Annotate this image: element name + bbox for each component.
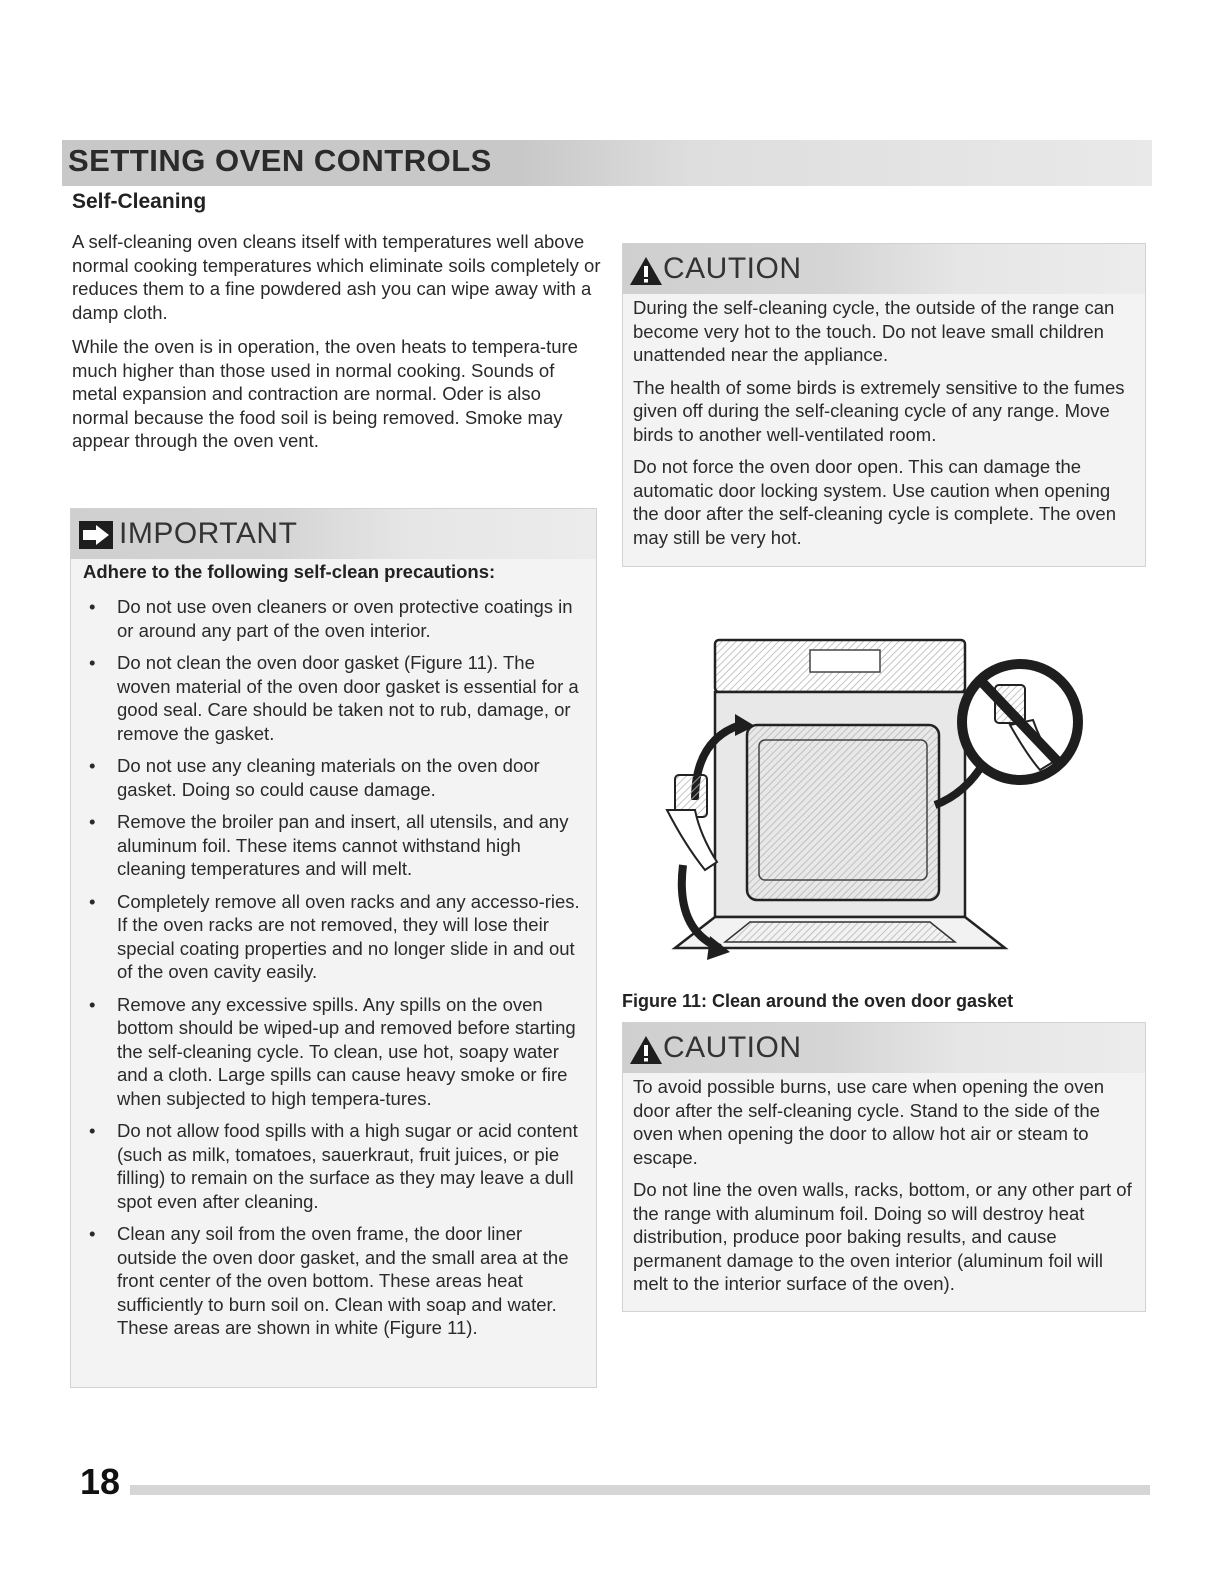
- caution-text: [633, 296, 1135, 558]
- list-item: • Do not clean the oven door gasket (Figure 11). The woven material of the oven door gasket is essential for a good seal. Care should be taken not to rub, damage, or remove the gasket.: [85, 651, 585, 745]
- subheading: Self-Cleaning: [72, 190, 207, 213]
- list-item: • Do not allow food spills with a high sugar or acid content (such as milk, tomatoes, sauerkraut, fruit juices, or pie filling) to remain on the surface as they may leave a dull spot even after cleaning.: [85, 1119, 585, 1213]
- precautions-list: [85, 595, 585, 1349]
- intro-paragraph-2: While the oven is in operation, the oven heats to tempera-ture much higher than those used in normal cooking. Sounds of metal expansion and contraction are normal. Oder is also normal because the food soil is being removed. Smoke may appear through the oven vent.: [72, 336, 578, 451]
- section-title: SETTING OVEN CONTROLS: [68, 143, 492, 178]
- caution-label: CAUTION: [663, 252, 802, 285]
- section-header-band: [62, 140, 1152, 186]
- warning-triangle-icon: [629, 1035, 663, 1070]
- page-number: 18: [80, 1461, 121, 1502]
- caution-box-1: [622, 243, 1146, 567]
- list-item: • Remove the broiler pan and insert, all utensils, and any aluminum foil. These items cannot withstand high cleaning temperatures and will melt.: [85, 810, 585, 881]
- caution-label: CAUTION: [663, 1031, 802, 1064]
- footer-rule: [130, 1485, 1150, 1495]
- list-item: • Remove any excessive spills. Any spills on the oven bottom should be wiped-up and removed before starting the self-cleaning cycle. To clean, use hot, soapy water and a cloth. Large spills can cause heavy smoke or fire when subjected to high tempera-tures.: [85, 993, 585, 1111]
- caution-paragraph: To avoid possible burns, use care when opening the oven door after the self-cleaning cycle. Stand to the side of the oven when opening the door to allow hot air or steam to escape.: [633, 1076, 1105, 1168]
- important-band: [71, 509, 596, 559]
- important-heading: Adhere to the following self-clean precautions:: [83, 561, 496, 582]
- list-item: • Do not use oven cleaners or oven protective coatings in or around any part of the oven interior.: [85, 595, 585, 642]
- intro-paragraph-1: A self-cleaning oven cleans itself with temperatures well above normal cooking temperatures which eliminate soils completely or reduces them to a fine powdered ash you can wipe away with a damp cloth.: [72, 231, 601, 323]
- caution-text: [633, 1075, 1135, 1305]
- caution-band: [623, 244, 1145, 294]
- list-item: • Do not use any cleaning materials on the oven door gasket. Doing so could cause damage.: [85, 754, 585, 801]
- important-label: IMPORTANT: [119, 517, 298, 550]
- list-item: • Completely remove all oven racks and any accesso-ries. If the oven racks are not removed, they will lose their special coating properties and no longer slide in and out of the oven cavity easily.: [85, 890, 585, 984]
- caution-box-2: [622, 1022, 1146, 1312]
- list-item: • Clean any soil from the oven frame, the door liner outside the oven door gasket, and the small area at the front center of the oven bottom. These areas heat sufficiently to burn soil on. Clean with soap and water. These areas are shown in white (Figure 11).: [85, 1222, 585, 1340]
- caution-paragraph: During the self-cleaning cycle, the outside of the range can become very hot to the touch. Do not leave small children unattended near the appliance.: [633, 297, 1115, 365]
- figure-caption: Figure 11: Clean around the oven door gasket: [622, 991, 1014, 1011]
- warning-triangle-icon: [629, 256, 663, 291]
- caution-paragraph: Do not force the oven door open. This can damage the automatic door locking system. Use caution when opening the door after the self-cleaning cycle is complete. The oven may still be very hot.: [633, 456, 1116, 548]
- important-box: [70, 508, 597, 1388]
- caution-band: [623, 1023, 1145, 1073]
- oven-door-illustration: [655, 630, 1105, 980]
- caution-paragraph: The health of some birds is extremely sensitive to the fumes given off during the self-cleaning cycle of any range. Move birds to another well-ventilated room.: [633, 376, 1125, 445]
- caution-paragraph: Do not line the oven walls, racks, bottom, or any other part of the range with aluminum foil. Doing so will destroy heat distribution, produce poor baking results, and cause permanent damage to the oven interior (aluminum foil will melt to the interior surface of the oven).: [633, 1179, 1132, 1294]
- arrow-right-icon: [79, 521, 113, 554]
